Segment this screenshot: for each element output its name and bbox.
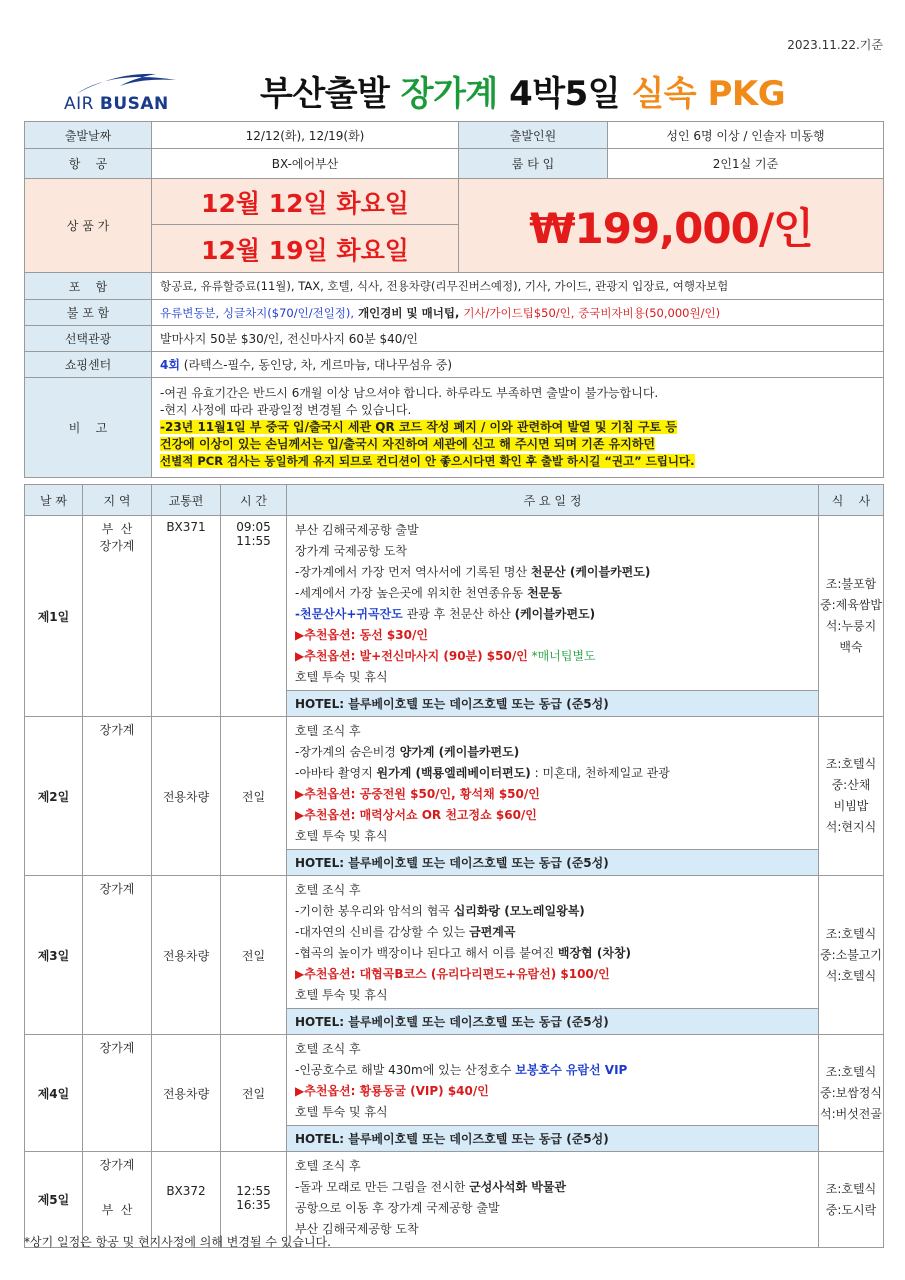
itinerary-text: 호텔 조식 후 [295,1159,361,1173]
itinerary-text: -기이한 봉우리와 암석의 협곡 [295,904,454,918]
day-label: 제5일 [25,1152,83,1248]
date-line-2: 12월 19일 화요일 [152,225,459,273]
itinerary-text: (케이블카편도) [514,607,596,621]
itinerary-line [295,805,812,826]
hotel-info: HOTEL: 블루베이호텔 또는 데이즈호텔 또는 동급 (준5성) [287,1126,819,1152]
itinerary-text: ▶추천옵션: 황룡동굴 (VIP) $40/인 [295,1084,489,1098]
itinerary-text: -협곡의 높이가 백장이나 된다고 해서 이름 붙여진 [295,946,558,960]
itinerary-text: 장가계 국제공항 도착 [295,544,407,558]
air-busan-logo [64,68,184,118]
footnote: *상기 일정은 항공 및 현지사정에 의해 변경될 수 있습니다. [24,1235,331,1249]
itinerary-text: 양가계 (케이블카편도) [399,745,520,759]
itinerary-line [295,604,812,625]
title-part-3: 4박5일 [497,74,632,114]
day-meal: 조:호텔식 중:소불고기 석:호텔식 [819,876,884,1035]
date-line-1: 12월 12일 화요일 [152,179,459,225]
itinerary-line [295,922,812,943]
itinerary-text: 백장협 (차창) [557,946,631,960]
note-highlight-1: -23년 11월1일 부 중국 입/출국시 세관 QR 코드 작성 폐지 / 이와 관련하여 발열 및 기침 구토 등 [160,420,677,434]
header-transport: 교통편 [152,485,221,516]
day-transport: 전용차량 [152,1035,221,1152]
itinerary-text: 호텔 조식 후 [295,724,361,738]
day-transport: BX371 [152,516,221,717]
hotel-info: HOTEL: 블루베이호텔 또는 데이즈호텔 또는 동급 (준5성) [287,1009,819,1035]
itinerary-text: ▶추천옵션: 공중전원 $50/인, 황석채 $50/인 [295,787,540,801]
day-meal: 조:호텔식 중:산채 비빔밥 석:현지식 [819,717,884,876]
itinerary-line [295,964,812,985]
itinerary-text: -돌과 모래로 만든 그림을 전시한 [295,1180,470,1194]
itinerary-line [295,1039,812,1060]
day-itinerary [287,876,819,1009]
itinerary-text: 공항으로 이동 후 장가계 국제공항 출발 [295,1201,500,1215]
header-time: 시 간 [221,485,287,516]
itinerary-text: 원가계 (백룡엘레베이터편도) [376,766,531,780]
itinerary-text: -세계에서 가장 높은곳에 위치한 천연종유동 [295,586,528,600]
day-meal: 조:불포함 중:제육쌈밥 석:누룽지 백숙 [819,516,884,717]
day-label: 제2일 [25,717,83,876]
itinerary-text: 호텔 조식 후 [295,1042,361,1056]
note-line-1: -여권 유효기간은 반드시 6개월 이상 남으셔야 합니다. 하루라도 부족하면 출발이 불가능합니다. [160,386,659,400]
airline-value: BX-에어부산 [152,149,459,179]
day-meal: 조:호텔식 중:도시락 [819,1152,884,1248]
header-plan: 주 요 일 정 [287,485,819,516]
shop-count: 4회 [160,358,180,372]
day-transport: BX372 [152,1152,221,1248]
itinerary-text: 호텔 투숙 및 휴식 [295,670,388,684]
itinerary-text: -장가계에서 가장 먼저 역사서에 기록된 명산 [295,565,531,579]
itinerary-line [295,784,812,805]
day-transport: 전용차량 [152,876,221,1035]
itinerary-line [295,943,812,964]
option-value: 발마사지 50분 $30/인, 전신마사지 60분 $40/인 [152,326,884,352]
itinerary-text: 호텔 투숙 및 휴식 [295,1105,388,1119]
itinerary-line [295,1060,812,1081]
include-value: 항공료, 유류할증료(11월), TAX, 호텔, 식사, 전용차량(리무진버스예정), 기사, 가이드, 관광지 입장료, 여행자보험 [152,273,884,300]
day-time: 전일 [221,1035,287,1152]
title-part-2: 장가계 [400,74,498,114]
logo-prefix: AIR [64,94,100,114]
schedule-day-row [25,717,884,850]
itinerary-text: ▶추천옵션: 발+전신마사지 (90분) $50/인 [295,649,528,663]
itinerary-text: 호텔 조식 후 [295,883,361,897]
itinerary-line [295,667,812,688]
itinerary-text: : 미혼대, 천하제일교 관광 [530,766,670,780]
exclude-personal: 개인경비 및 매너팁, [354,305,464,320]
itinerary-text: ▶추천옵션: 동선 $30/인 [295,628,428,642]
page-title [260,66,785,115]
itinerary-line [295,901,812,922]
day-time: 12:55 16:35 [221,1152,287,1248]
day-transport: 전용차량 [152,717,221,876]
itinerary-text: 부산 김해국제공항 도착 [295,1222,419,1236]
day-label: 제3일 [25,876,83,1035]
note-highlight-2: 건강에 이상이 있는 손님께서는 입/출국시 자진하여 세관에 신고 해 주시면 되며 기존 유지하던 [160,437,656,451]
itinerary-text: -인공호수로 해발 430m에 있는 산정호수 [295,1063,516,1077]
itinerary-line [295,1198,812,1219]
itinerary-line [295,742,812,763]
depart-date-label: 출발날짜 [25,122,152,149]
day-region: 장가계 부 산 [83,1152,152,1248]
exclude-tips-visa: 기사/가이드팁$50/인, 중국비자비용(50,000원/인) [463,305,721,320]
schedule-day-row [25,876,884,1009]
hotel-info: HOTEL: 블루베이호텔 또는 데이즈호텔 또는 동급 (준5성) [287,850,819,876]
include-label: 포 함 [25,273,152,300]
itinerary-line [295,625,812,646]
itinerary-text: 군성사석화 박물관 [469,1180,567,1194]
itinerary-text: -천문산사+귀곡잔도 [295,607,403,621]
itinerary-line [295,763,812,784]
itinerary-text: 부산 김해국제공항 출발 [295,523,419,537]
day-time: 전일 [221,717,287,876]
itinerary-line [295,1219,812,1240]
shop-value [152,352,884,378]
title-part-1: 부산출발 [260,74,401,114]
note-value [152,378,884,478]
itinerary-text: -장가계의 숨은비경 [295,745,400,759]
note-line-2: -현지 사정에 따라 관광일정 변경될 수 있습니다. [160,403,412,417]
itinerary-text: 금편계곡 [469,925,516,939]
header-region: 지 역 [83,485,152,516]
exclude-value [152,300,884,326]
shop-label: 쇼핑센터 [25,352,152,378]
itinerary-text: *매너팁별도 [527,649,596,663]
basis-date: 2023.11.22.기준 [787,38,883,52]
day-label: 제1일 [25,516,83,717]
itinerary-text: 천문산 (케이블카편도) [530,565,651,579]
day-time: 09:05 11:55 [221,516,287,717]
itinerary-line [295,541,812,562]
itinerary-text: 천문동 [527,586,562,600]
pax-label: 출발인원 [459,122,608,149]
itinerary-text: 호텔 투숙 및 휴식 [295,988,388,1002]
exclude-label: 불 포 함 [25,300,152,326]
note-highlight-3: 선별적 PCR 검사는 동일하게 유지 되므로 컨디션이 안 좋으시다면 확인 후 출발 하시길 “권고” 드립니다. [160,454,695,468]
day-meal: 조:호텔식 중:보쌈정식 석:버섯전골 [819,1035,884,1152]
option-label: 선택관광 [25,326,152,352]
itinerary-text: -아바타 촬영지 [295,766,377,780]
day-time: 전일 [221,876,287,1035]
day-itinerary [287,717,819,850]
room-label: 룸 타 입 [459,149,608,179]
itinerary-line [295,826,812,847]
itinerary-text: ▶추천옵션: 매력상서쇼 OR 천고정쇼 $60/인 [295,808,537,822]
itinerary-line [295,1177,812,1198]
header-day: 날 짜 [25,485,83,516]
day-region: 부 산 장가계 [83,516,152,717]
title-part-4: 실속 PKG [631,74,786,114]
itinerary-line [295,520,812,541]
day-itinerary [287,1035,819,1126]
depart-date-value: 12/12(화), 12/19(화) [152,122,459,149]
day-region: 장가계 [83,717,152,876]
pax-value: 성인 6명 이상 / 인솔자 미동행 [608,122,884,149]
price-label: 상 품 가 [25,179,152,273]
itinerary-line [295,646,812,667]
header [22,62,884,122]
itinerary-line [295,562,812,583]
shop-detail: (라텍스-필수, 동인당, 차, 게르마늄, 대나무섬유 중) [179,358,453,372]
logo-brand: BUSAN [99,94,169,114]
day-label: 제4일 [25,1035,83,1152]
note-label: 비 고 [25,378,152,478]
itinerary-line [295,1102,812,1123]
itinerary-line [295,721,812,742]
itinerary-line [295,583,812,604]
itinerary-line [295,880,812,901]
itinerary-line [295,1156,812,1177]
day-region: 장가계 [83,876,152,1035]
itinerary-text: 십리화랑 (모노레일왕복) [453,904,585,918]
schedule-day-row [25,516,884,691]
itinerary-text: 보봉호수 유람선 VIP [515,1063,628,1077]
day-itinerary [287,1152,819,1248]
schedule-day-row [25,1035,884,1126]
room-value: 2인1실 기준 [608,149,884,179]
itinerary-line [295,985,812,1006]
schedule-table [24,484,884,1248]
header-meal: 식 사 [819,485,884,516]
itinerary-text: 관광 후 천문산 하산 [402,607,515,621]
itinerary-text: ▶추천옵션: 대협곡B코스 (유리다리편도+유람선) $100/인 [295,967,610,981]
airline-label: 항 공 [25,149,152,179]
day-region: 장가계 [83,1035,152,1152]
itinerary-text: 호텔 투숙 및 휴식 [295,829,388,843]
day-itinerary [287,516,819,691]
info-table [24,121,884,478]
itinerary-text: -대자연의 신비를 감상할 수 있는 [295,925,470,939]
hotel-info: HOTEL: 블루베이호텔 또는 데이즈호텔 또는 동급 (준5성) [287,691,819,717]
exclude-fuel-single: 유류변동분, 싱글차지($70/인/전일정), [160,305,355,320]
itinerary-line [295,1081,812,1102]
price-value: ₩199,000/인 [459,179,884,273]
